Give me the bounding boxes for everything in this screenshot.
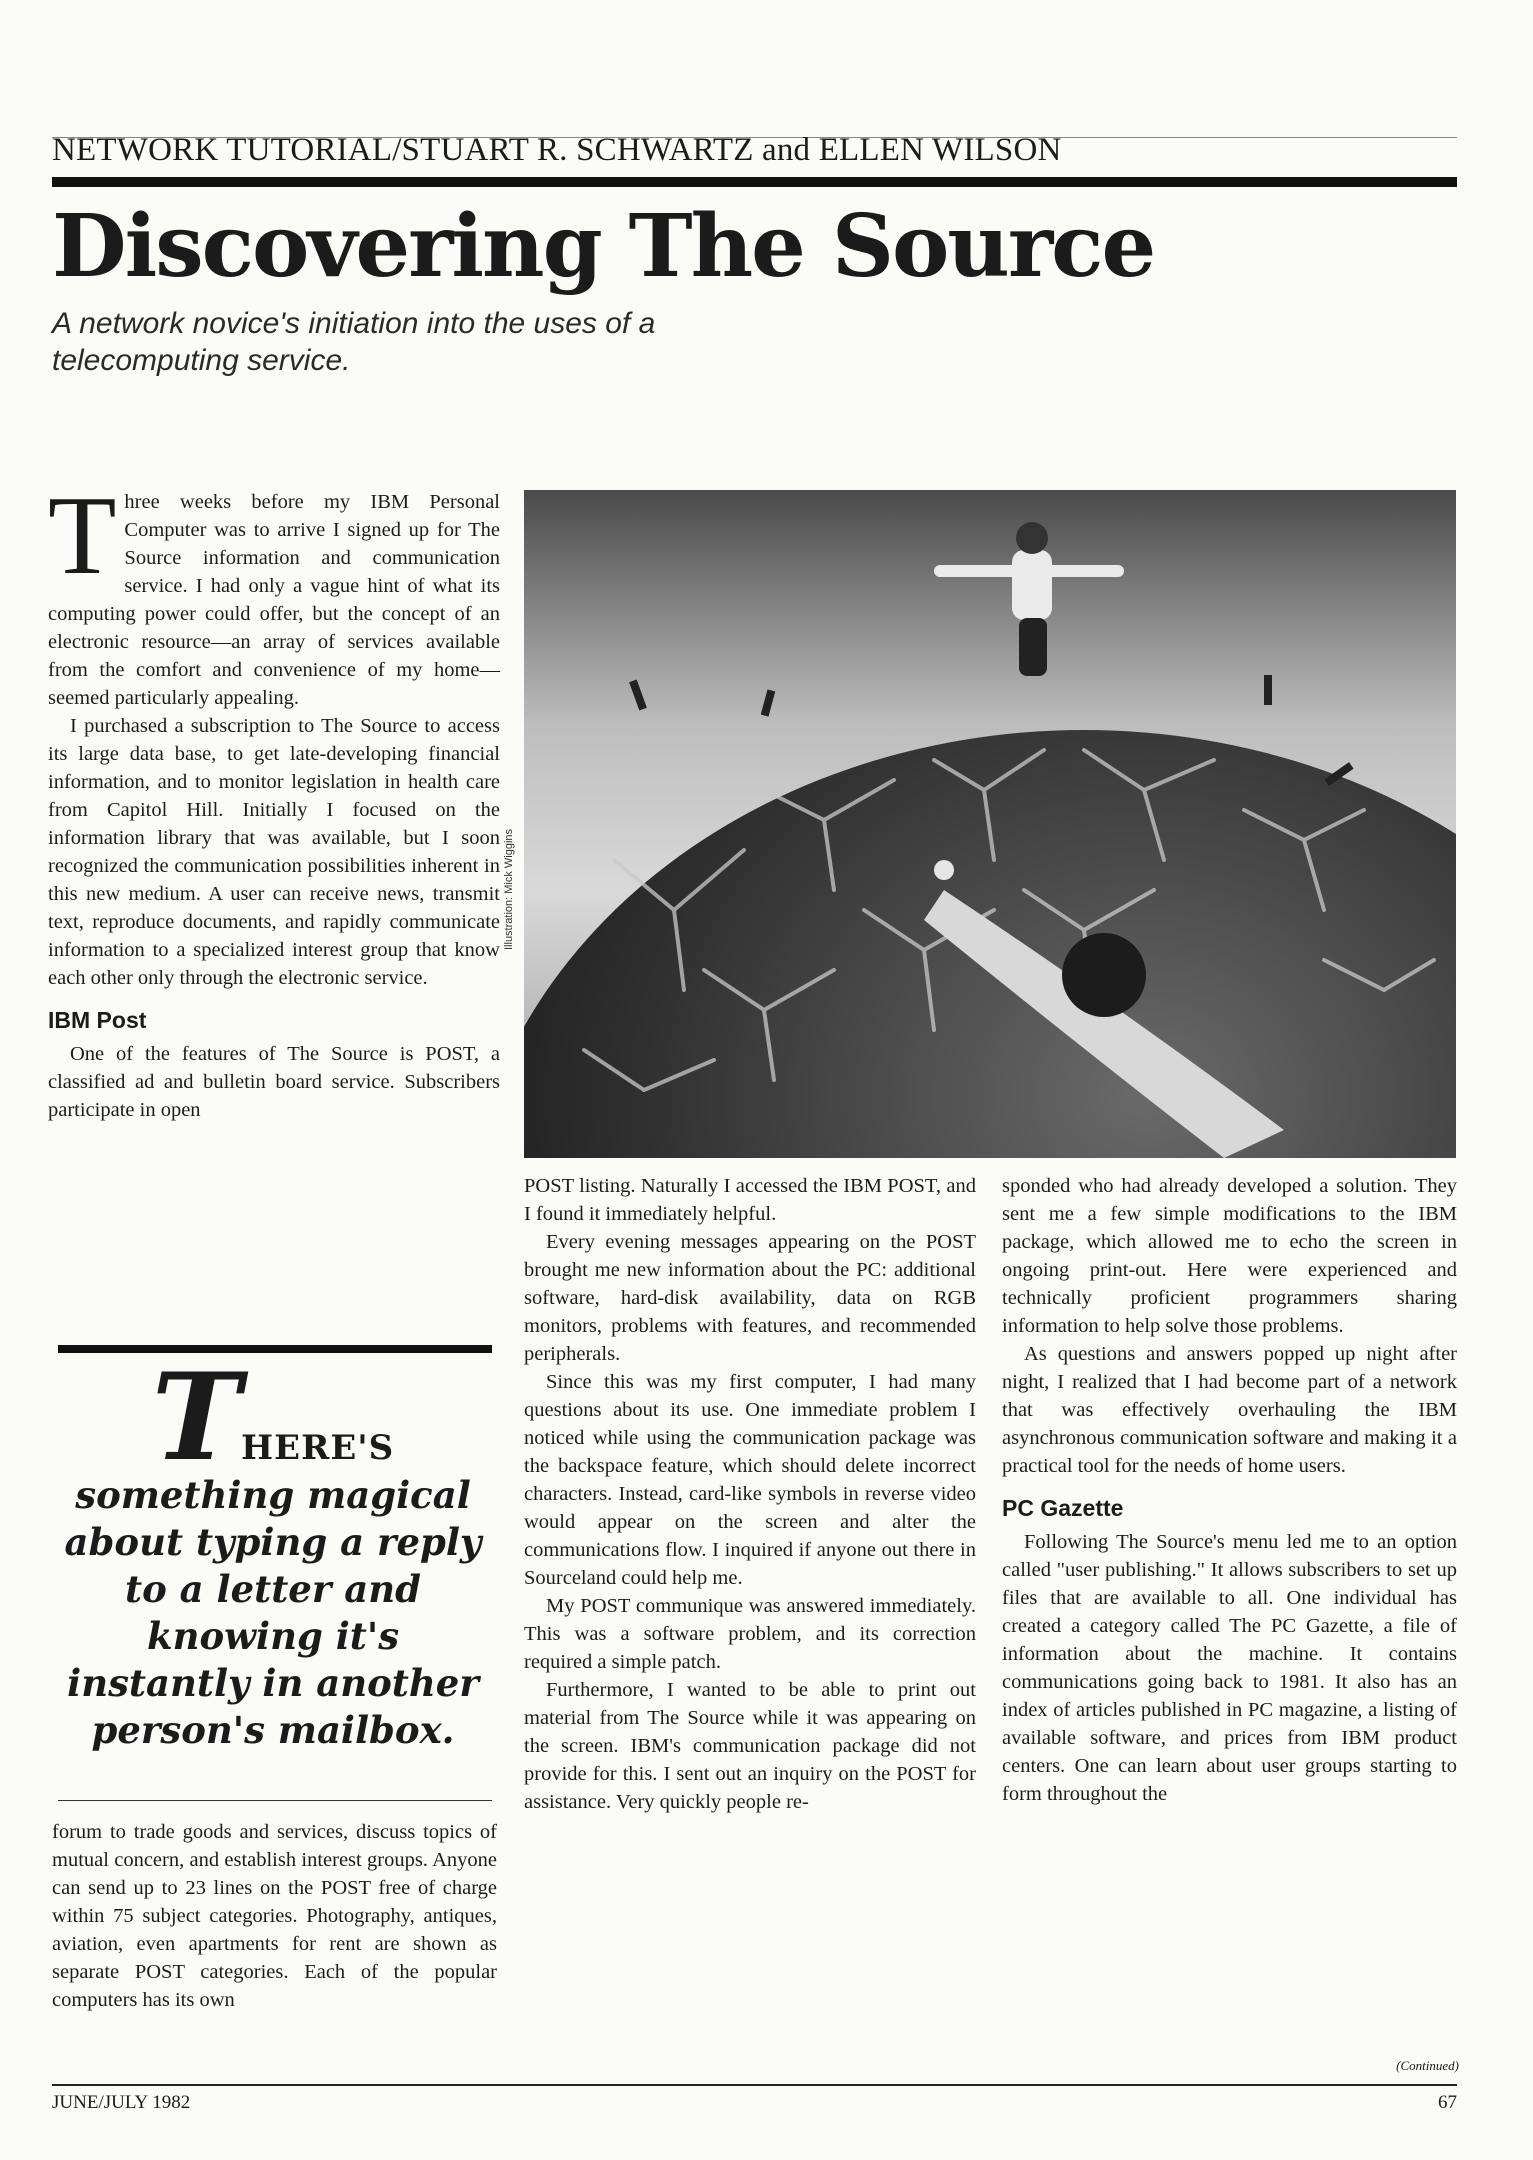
opening-paragraph [48, 474, 500, 712]
illustration [524, 490, 1456, 1158]
col2-p3: Since this was my first computer, I had many questions about its use. One immediate problem I noticed while using the communication package was the backspace feature, which should delete incorrect characters. Instead, card-like symbols in reverse video would appear on the screen and alter the communications flow. I inquired if anyone out there in Sourceland could help me. [524, 1371, 976, 1589]
col2-p1: POST listing. Naturally I accessed the IBM POST, and I found it immediately helpful. [524, 1175, 976, 1225]
footer-rule [52, 2084, 1457, 2086]
heading-pc-gazette: PC Gazette [1002, 1495, 1124, 1521]
col2-p4: My POST communique was answered immediately. This was a software problem, and its correction required a simple patch. [524, 1595, 976, 1673]
pullquote-top-rule [58, 1345, 492, 1353]
continued-label: (Continued) [1396, 2058, 1459, 2073]
col3-p1: sponded who had already developed a solution. They sent me a few simple modifications to the IBM package, which allowed me to echo the screen in ongoing print-out. Here were experienced and technically proficient programmers sharing information to help solve those problems. [1002, 1175, 1457, 1337]
header-thick-rule [52, 177, 1457, 187]
column-1 [48, 474, 500, 1124]
kicker-byline: NETWORK TUTORIAL/STUART R. SCHWARTZ and ELLEN WILSON [52, 132, 1062, 168]
issue-date: JUNE/JULY 1982 [52, 2092, 191, 2113]
col1-p4: forum to trade goods and services, discuss topics of mutual concern, and establish interest groups. Anyone can send up to 23 lines on the POST free of charge within 75 subject categories. Photography, antiques, aviation, even apartments for rent are shown as separate POST categories. Each of the popular computers has its own [52, 1821, 497, 2011]
col3-p2: As questions and answers popped up night after night, I realized that I had become part of a network that was effectively overhauling the IBM asynchronous communication software and making it a practical tool for the needs of home users. [1002, 1343, 1457, 1477]
column-3 [1002, 1172, 1457, 1808]
col1-p3: One of the features of The Source is POST, a classified ad and bulletin board service. Subscribers participate in open [48, 1043, 500, 1121]
illustration-credit: Illustration: Mick Wiggins [503, 828, 515, 950]
column-2 [524, 1172, 976, 1816]
col2-p5: Furthermore, I wanted to be able to print out material from The Source while it was appearing on the screen. IBM's communication package did not provide for this. I sent out an inquiry on the POST for assistance. Very quickly people re- [524, 1679, 976, 1813]
drop-cap: T [48, 474, 117, 598]
pullquote-bottom-rule [58, 1800, 492, 1801]
article-deck: A network novice's initiation into the uses of a telecomputing service. [52, 307, 656, 377]
globe-illustration-svg [524, 490, 1456, 1158]
pull-quote [58, 1347, 488, 1754]
col1-p1-text: hree weeks before my IBM Personal Computer was to arrive I signed up for The Source information and communication service. I had only a vague hint of what its computing power could offer, but the concept of an electronic resource—an array of services available from the comfort and convenience of my home—seemed particularly appealing. [48, 491, 500, 709]
col3-p3: Following The Source's menu led me to an option called "user publishing." It allows subscribers to set up files that are available to all. One individual has created a category called The PC Gazette, a file of information about the machine. It contains communications going back to 1981. It also has an index of articles published in PC magazine, a listing of available software, and prices from IBM product centers. One can learn about user groups starting to form throughout the [1002, 1531, 1457, 1805]
col1-p2: I purchased a subscription to The Source to access its large data base, to get late-developing financial information, and to monitor legislation in health care from Capitol Hill. Initially I focused on the information library that was available, but I soon recognized the communication possibilities inherent in this new medium. A user can receive news, transmit text, reproduce documents, and rapidly communicate information to a specialized interest group that know each other only through the electronic service. [48, 715, 500, 989]
pull-quote-cap: T [151, 1347, 242, 1488]
pull-quote-first-word: HERE'S [241, 1428, 395, 1468]
heading-ibm-post: IBM Post [48, 1007, 147, 1033]
page-number: 67 [1438, 2092, 1457, 2113]
col2-p2: Every evening messages appearing on the POST brought me new information about the PC: additional software, hard-disk availability, data on RGB monitors, problems with features, and recommended peripherals. [524, 1231, 976, 1365]
pull-quote-text: something magical about typing a reply to a letter and knowing it's instantly in another person's mailbox. [64, 1473, 482, 1752]
column-1-lower [52, 1818, 497, 2014]
article-title: Discovering The Source [52, 196, 1155, 297]
